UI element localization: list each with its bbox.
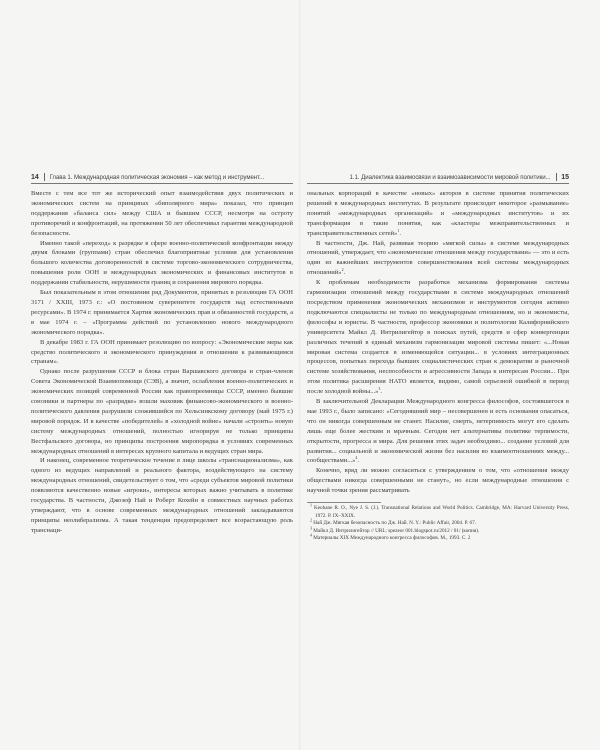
footnote-mark: 4 <box>310 532 312 538</box>
paragraph-text: В заключительной Декларации Международного конгресса философов, состоявшегося в мае 1993 г., было записано: «Сегодняшний мир – несовершенен и есть основания опасаться, что он никогда совершенным не станет. Насилие, смерть, нетерпимость могут его сделать лишь еще более жестким и мрачным. Сегодня нет альтернативы политике терпимости, открытости, прогресса и мира. Для решения этих задач необходимо... создание условий для развития... социальной и экономической жизни без насилия во взаимоотношениях между... сообществами...» <box>307 398 569 465</box>
footnote-mark: 2 <box>310 517 312 523</box>
left-page <box>31 172 293 536</box>
paragraph <box>307 397 569 466</box>
footnote <box>307 502 570 520</box>
paragraph-text: Конечно, вряд ли можно согласиться с утверждением о том, что «отношения между обществами никогда совершенными не станут», но если международные отношения с научной точки зрения рассматривать <box>307 467 569 495</box>
header-divider <box>44 173 45 181</box>
footnote-ref: 2 <box>341 267 344 273</box>
footnote-text: Keohane R. O., Nye J. S. (J.). Transnational Relations and World Politics. Cambridge, MA: Harvard University Press, 1972. P. IX–XXIX. <box>313 505 570 519</box>
paragraph-tail: . <box>399 229 401 237</box>
footnote-text: Най Дж. Мягкая безопасность по Дж. Най. N. Y.: Public Affair, 2004. P. 67. <box>313 520 476 527</box>
left-running-header <box>31 172 293 184</box>
left-page-body <box>31 189 293 536</box>
footnotes <box>307 502 570 543</box>
book-gutter <box>299 0 301 750</box>
paragraph <box>307 189 569 239</box>
footnote-ref: 3 <box>378 385 381 391</box>
footnote-mark: 1 <box>310 502 312 508</box>
paragraph: Именно такой «переход» к разрядке в сфере военно-политической конфронтации между двумя блоками (группами) стран обеспечил благоприятные условия для установления большого количества договоренностей в системе торгово-экономического сотрудничества, повышения роли ООН и международных экономических и финансовых институтов в поддержании стабильности, нерушимости границ и сохранения мирового порядка. <box>31 239 293 287</box>
paragraph: Однако после разрушения СССР и блока стран Варшавского договора и стран-членов Совета Экономической Взаимопомощи (СЭВ), а значит, ослабления военно-политических и экономических позиций современной России как правопреемницы СССР, именно бывшие союзники и партнеры по «разрядке» вошли маховик финансово-экономического и военно-политического давления разрушили сложившийся по Хельсинкскому договору (май 1975 г.) мировой порядок. И в качестве «победителей» в «холодной войне» начали «строить» новую систему международных отношений, полностью игнорируя не только принципы Вестфальского договора, но принципы построения миропорядка в условиях современных международных отношений в интересах крупного капитала и ведущих стран мира. <box>31 368 293 455</box>
paragraph: Вместе с тем все тот же исторический опыт взаимодействия двух политических и экономических систем на принципах «биполярного мира» показал, что принцип поддержания «баланса сил» между США и бывшим СССР, несмотря на остроту противоречий и конфронтаций, на протяжении 50 лет обеспечивал гарантии международной безопасности. <box>31 190 293 237</box>
paragraph-tail: . <box>357 457 360 465</box>
paragraph: Был показательным в этом отношении ряд Документов, принятых в резолюции ГА ООН 3171 / XXIII, 1973 г.: «О постоянном суверенитете государств над естественными ресурсами». В 1974 г. принимается Хартия экономических прав и обязанностей государств, а в мае 1974 г. – «Программа действий по установлению нового международного экономического порядка». <box>31 289 293 336</box>
footnote-ref: 4 <box>355 455 358 461</box>
footnote-text: Майкл Д. Интрилигейтор // URL: spezeor 001.blogspot.ru/2012 / 01/ (копия). <box>313 527 480 534</box>
right-running-head: 1.1. Диалектика взаимосвязи и взаимозависимости мировой политики... <box>349 174 551 181</box>
left-page-number: 14 <box>31 174 39 181</box>
footnote-ref: 1 <box>397 227 400 233</box>
footnote <box>307 532 569 543</box>
right-page-number: 15 <box>561 174 569 181</box>
footnote-mark: 3 <box>310 525 312 531</box>
paragraph-text: ональных корпораций в качестве «новых» акторов в системе принятия политических решений в международных институтах. В результате происходит некоторое «размывание» понятий «международных организаций» и «международных институтов» и их трансформация в такие понятия, как «кластеры межправительственных и трансправительственных сетей» <box>307 190 569 237</box>
footnote-rule <box>307 502 381 503</box>
paragraph-text: В частности, Дж. Най, развивая теорию «мягкой силы» в системе международных отношений, утверждает, что «экономические отношения между государствами» — это и есть один из важнейших инструментов совершенствования всей системы международных отношений» <box>307 239 569 277</box>
left-running-head: Глава 1. Международная политическая экономия – как метод и инструмент... <box>49 174 265 181</box>
paragraph <box>307 239 569 279</box>
header-divider <box>556 173 557 181</box>
paragraph <box>307 278 569 397</box>
right-page-body <box>307 189 569 496</box>
paragraph-tail: . <box>380 388 383 396</box>
paragraph: В декабре 1983 г. ГА ООН принимает резолюцию по вопросу: «Экономические меры как средство политического и экономического принуждения в отношении к развивающимся странам». <box>31 338 293 366</box>
paragraph <box>307 466 569 496</box>
paragraph-text: К проблемам необходимости разработки механизма формирования системы гармонизации отношений между государствами в системе международных отношений посредством применения экономических механизмов и инструментов сегодня активно подключаются специалисты не только по международным отношениям, но и экономисты, философы и юристы. В частности, профессор экономики и политологии Калифорнийского университета Майкл Д. Интрилигейтор в поисках путей, средств и сфер конвергенции различных течений в единый механизм гармонизации мировой системы пишет: «...Новая мировая система создается в изменяющейся ситуации... в условиях интеграционных процессов, попытках перехода бывших социалистических стран к демократии и рыночной системе хозяйствования, неспособности и агрессивности Запада к интересам России... При этом политика расширения НАТО является, видимо, самой серьезной ошибкой в период после холодной войны...» <box>307 279 569 396</box>
footnote-text: Материалы XIX Международного конгресса философов. М., 1993. С. 2 <box>313 535 471 542</box>
right-running-header <box>307 172 569 184</box>
paragraph: И наконец, современное теоретическое течение в лице школы «транснационализма», как одного из ведущих направлений и реального фактора, воздействующего на систему международных отношений, свидетельствует о том, что «среди субъектов мировой политики появляются качественно новые «игроки», интересы которых важно учитывать в политике государства. В частности, Джозеф Най и Роберт Кохейн в совместных научных работах утверждают, что в основе современных международных отношений закладываются принципы неолиберализма. А такая тенденция предопределяет все возрастающую роль транснаци- <box>31 457 293 534</box>
paragraph-tail: . <box>343 269 346 277</box>
right-page <box>307 172 569 543</box>
